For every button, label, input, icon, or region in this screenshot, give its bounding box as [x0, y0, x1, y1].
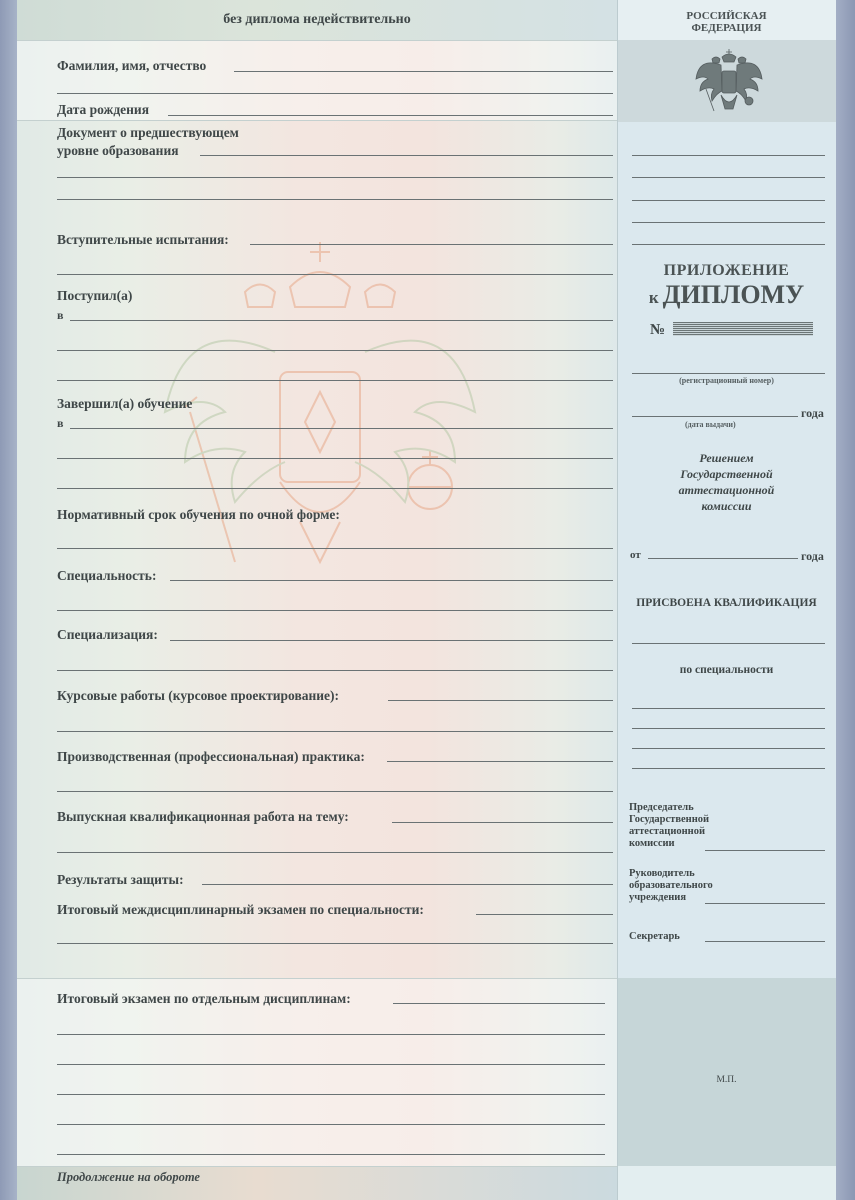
country-name-line1: РОССИЙСКАЯ — [686, 10, 767, 22]
right-blank-line[interactable] — [632, 155, 825, 156]
year-suffix: года — [801, 406, 824, 420]
enrolled-field-line2[interactable] — [57, 350, 613, 351]
decision-line4: комиссии — [701, 499, 752, 513]
interdisciplinary-exam-label: Итоговый междисциплинарный экзамен по специальности: — [57, 902, 424, 917]
right-blank-line[interactable] — [632, 222, 825, 223]
prev-education-field[interactable] — [200, 155, 613, 156]
right-binding-strip — [836, 0, 855, 1200]
completed-field-line2[interactable] — [57, 458, 613, 459]
enrolled-in-label: в — [57, 308, 64, 322]
chair-signature-field[interactable] — [705, 850, 825, 851]
specialty-name-field-line3[interactable] — [632, 748, 825, 749]
specialty-name-field[interactable] — [632, 708, 825, 709]
separator — [17, 1166, 617, 1167]
coat-of-arms-watermark-icon — [150, 232, 490, 582]
defense-results-label: Результаты защиты: — [57, 872, 184, 887]
interdisciplinary-exam-field-line2[interactable] — [57, 943, 613, 944]
specialization-label: Специализация: — [57, 627, 158, 642]
coat-of-arms-icon — [694, 45, 764, 117]
entrance-exams-field-line2[interactable] — [57, 274, 613, 275]
normative-term-field[interactable] — [57, 548, 613, 549]
full-name-field-line2[interactable] — [57, 93, 613, 94]
from-label: от — [630, 549, 641, 561]
right-footer — [617, 1166, 836, 1200]
chair-label-line4: комиссии — [629, 838, 675, 849]
specialty-field[interactable] — [170, 580, 613, 581]
enrolled-field[interactable] — [70, 320, 613, 321]
specialty-label: Специальность: — [57, 568, 157, 583]
enrolled-field-line3[interactable] — [57, 380, 613, 381]
registration-number-field[interactable] — [632, 373, 825, 374]
thesis-label: Выпускная квалификационная работа на тему: — [57, 809, 349, 824]
final-exams-label: Итоговый экзамен по отдельным дисциплинам: — [57, 991, 351, 1006]
prev-education-field-line3[interactable] — [57, 199, 613, 200]
specialization-field-line2[interactable] — [57, 670, 613, 671]
specialty-field-line2[interactable] — [57, 610, 613, 611]
separator — [17, 978, 617, 979]
title-prefix: к — [648, 288, 659, 307]
specialization-field[interactable] — [170, 640, 613, 641]
head-signature-field[interactable] — [705, 903, 825, 904]
country-name-line2: ФЕДЕРАЦИЯ — [691, 22, 762, 34]
qualification-heading: ПРИСВОЕНА КВАЛИФИКАЦИЯ — [636, 597, 817, 609]
full-name-label: Фамилия, имя, отчество — [57, 58, 207, 73]
decision-line2: Государственной — [680, 467, 773, 481]
secretary-label: Секретарь — [629, 931, 680, 942]
completed-label: Завершил(а) обучение — [57, 396, 193, 411]
final-exams-field[interactable] — [393, 1003, 605, 1004]
qualification-field[interactable] — [632, 643, 825, 644]
specialty-name-field-line4[interactable] — [632, 768, 825, 769]
completed-field[interactable] — [70, 428, 613, 429]
completed-field-line3[interactable] — [57, 488, 613, 489]
continued-note: Продолжение на обороте — [57, 1170, 200, 1184]
right-blank-line[interactable] — [632, 200, 825, 201]
right-blank-line[interactable] — [632, 177, 825, 178]
coursework-label: Курсовые работы (курсовое проектирование): — [57, 688, 340, 703]
prev-education-label-line1: Документ о предшествующем — [57, 125, 239, 140]
issue-date-field[interactable] — [632, 416, 798, 417]
stamp-place-label: М.П. — [716, 1075, 737, 1085]
practice-field[interactable] — [387, 761, 613, 762]
number-sign: № — [650, 322, 666, 338]
specialty-name-field-line2[interactable] — [632, 728, 825, 729]
practice-field-line2[interactable] — [57, 791, 613, 792]
interdisciplinary-exam-field[interactable] — [476, 914, 613, 915]
stamp-area — [617, 978, 836, 1166]
decision-line3: аттестационной — [678, 483, 775, 497]
normative-term-label: Нормативный срок обучения по очной форме: — [57, 507, 340, 522]
right-blank-line[interactable] — [632, 244, 825, 245]
decision-line1: Решением — [699, 451, 754, 465]
completed-in-label: в — [57, 416, 64, 430]
practice-label: Производственная (профессиональная) практика: — [57, 749, 365, 764]
enrolled-label: Поступил(а) — [57, 288, 133, 303]
secretary-signature-field[interactable] — [705, 941, 825, 942]
head-label-line3: учреждения — [629, 892, 687, 903]
birth-date-field[interactable] — [168, 115, 613, 116]
full-name-field[interactable] — [234, 71, 613, 72]
entrance-exams-field[interactable] — [250, 244, 613, 245]
head-label-line1: Руководитель — [629, 868, 695, 879]
decision-date-field[interactable] — [648, 558, 798, 559]
birth-date-label: Дата рождения — [57, 102, 150, 117]
supplement-title-line1: ПРИЛОЖЕНИЕ — [663, 262, 790, 279]
thesis-field-line2[interactable] — [57, 852, 613, 853]
final-exams-field-line6[interactable] — [57, 1154, 605, 1155]
head-label-line2: образовательного — [629, 880, 713, 891]
left-binding-strip — [0, 0, 17, 1200]
diploma-number-field[interactable] — [673, 322, 813, 336]
final-exams-field-line5[interactable] — [57, 1124, 605, 1125]
by-specialty-label: по специальности — [679, 664, 774, 676]
title-diploma: ДИПЛОМУ — [662, 280, 805, 309]
final-exams-field-line3[interactable] — [57, 1064, 605, 1065]
issue-date-caption: (дата выдачи) — [685, 420, 736, 429]
chair-label-line2: Государственной — [629, 814, 710, 825]
chair-label-line1: Председатель — [629, 802, 694, 813]
prev-education-field-line2[interactable] — [57, 177, 613, 178]
supplement-title-line2 — [617, 280, 836, 310]
year-suffix-2: года — [801, 549, 824, 563]
entrance-exams-label: Вступительные испытания: — [57, 232, 229, 247]
registration-number-caption: (регистрационный номер) — [679, 376, 774, 385]
separator — [17, 40, 617, 41]
final-exams-field-line2[interactable] — [57, 1034, 605, 1035]
separator — [17, 120, 617, 121]
notice-text: без диплома недействительно — [223, 12, 411, 27]
final-exams-field-line4[interactable] — [57, 1094, 605, 1095]
coursework-field-line2[interactable] — [57, 731, 613, 732]
chair-label-line3: аттестационной — [629, 826, 706, 837]
prev-education-label-line2: уровне образования — [57, 143, 179, 158]
defense-results-field[interactable] — [202, 884, 613, 885]
coursework-field[interactable] — [388, 700, 613, 701]
thesis-field[interactable] — [392, 822, 613, 823]
